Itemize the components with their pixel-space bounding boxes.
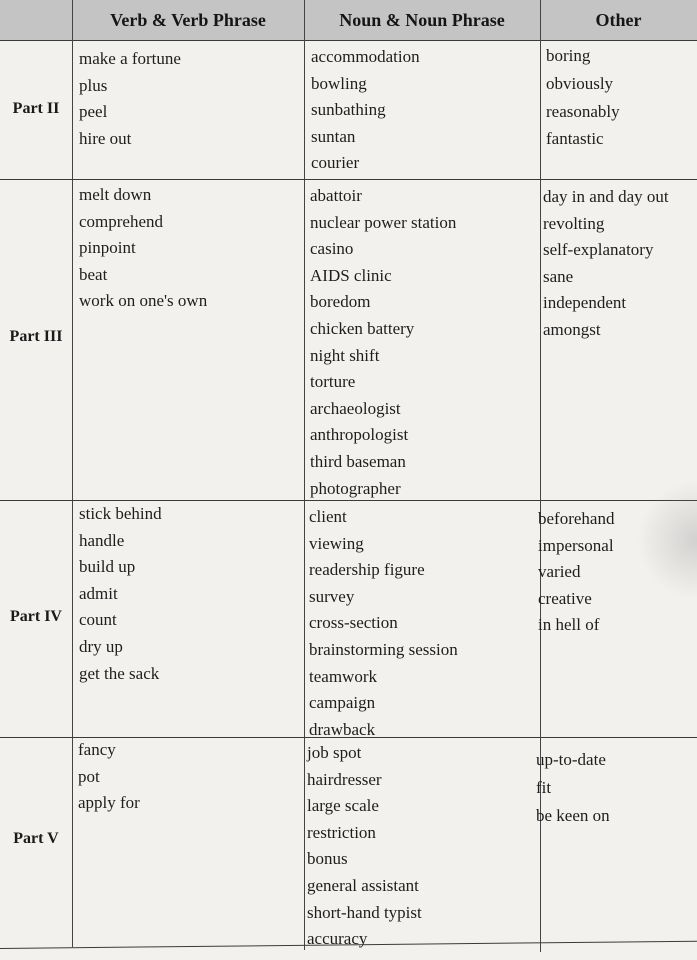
other-list [536, 746, 610, 829]
row-divider [0, 179, 697, 180]
list-item: hairdresser [307, 769, 382, 789]
list-item: melt down [79, 185, 152, 204]
list-item: handle [79, 530, 125, 550]
list-item: pinpoint [79, 238, 136, 258]
other-list [538, 506, 614, 639]
list-item: photographer [310, 478, 401, 498]
list-item: revolting [543, 213, 605, 233]
list-item: suntan [311, 126, 356, 146]
list-item: chicken battery [310, 318, 415, 338]
list-item: survey [309, 586, 355, 606]
list-item: accommodation [311, 47, 420, 66]
other-list [543, 184, 669, 344]
list-item: get the sack [79, 663, 160, 683]
list-item: general assistant [307, 875, 419, 895]
noun-list [311, 44, 420, 177]
list-item: admit [79, 583, 118, 603]
list-item: amongst [543, 319, 601, 339]
list-item: boring [546, 46, 591, 65]
list-item: client [309, 507, 347, 526]
list-item: creative [538, 588, 592, 608]
list-item: viewing [309, 533, 364, 553]
list-item: apply for [78, 793, 140, 813]
list-item: fit [536, 777, 552, 797]
list-item: bonus [307, 849, 348, 869]
list-item: fantastic [546, 129, 604, 149]
other-list [546, 42, 620, 153]
list-item: in hell of [538, 615, 600, 635]
list-item: day in and day out [543, 187, 669, 206]
list-item: campaign [309, 693, 376, 713]
list-item: anthropologist [310, 425, 409, 445]
header-noun: Noun & Noun Phrase [339, 10, 505, 30]
list-item: work on one's own [79, 291, 208, 311]
noun-list [309, 504, 458, 743]
table-header [0, 0, 697, 41]
list-item: cross-section [309, 613, 398, 633]
list-item: impersonal [538, 535, 614, 555]
list-item: job spot [307, 743, 362, 762]
list-item: sane [543, 266, 574, 286]
list-item: reasonably [546, 101, 620, 121]
part-label: Part V [13, 830, 59, 847]
header-verb: Verb & Verb Phrase [110, 10, 266, 30]
list-item: archaeologist [310, 398, 401, 418]
list-item: peel [79, 102, 108, 122]
list-item: teamwork [309, 666, 377, 686]
list-item: build up [79, 557, 136, 577]
list-item: comprehend [79, 211, 164, 231]
list-item: self-explanatory [543, 240, 654, 260]
list-item: abattoir [310, 186, 362, 205]
list-item: beat [79, 264, 108, 284]
list-item: sunbathing [311, 100, 386, 120]
list-item: readership figure [309, 560, 425, 580]
column-divider [304, 0, 305, 950]
list-item: varied [538, 562, 581, 582]
list-item: third baseman [310, 451, 406, 471]
list-item: casino [310, 239, 354, 259]
noun-list [310, 183, 456, 502]
header-other: Other [595, 10, 642, 30]
list-item: up-to-date [536, 750, 606, 769]
list-item: boredom [310, 292, 371, 312]
list-item: pot [78, 766, 100, 786]
column-divider [72, 0, 73, 947]
list-item: courier [311, 153, 360, 173]
list-item: accuracy [307, 929, 368, 949]
list-item: night shift [310, 345, 380, 365]
list-item: AIDS clinic [310, 265, 392, 285]
list-item: torture [310, 372, 356, 392]
list-item: bowling [311, 73, 367, 93]
list-item: short-hand typist [307, 902, 422, 922]
verb-list [78, 737, 140, 817]
verb-list [79, 501, 162, 687]
list-item: brainstorming session [309, 639, 458, 659]
page-shadow [637, 480, 697, 600]
list-item: dry up [79, 636, 123, 656]
list-item: fancy [78, 740, 116, 759]
list-item: obviously [546, 73, 614, 93]
part-label: Part III [9, 328, 63, 345]
list-item: plus [79, 75, 108, 95]
list-item: drawback [309, 719, 376, 739]
part-label: Part II [12, 100, 60, 117]
list-item: count [79, 610, 117, 630]
verb-list [79, 182, 207, 315]
list-item: independent [543, 293, 627, 313]
noun-list [307, 740, 422, 953]
list-item: stick behind [79, 504, 162, 523]
list-item: be keen on [536, 805, 610, 825]
part-label: Part IV [10, 608, 62, 625]
list-item: nuclear power station [310, 212, 457, 232]
verb-list [79, 46, 181, 152]
list-item: beforehand [538, 509, 615, 528]
list-item: restriction [307, 822, 376, 842]
list-item: make a fortune [79, 49, 181, 68]
list-item: hire out [79, 128, 132, 148]
list-item: large scale [307, 796, 379, 816]
